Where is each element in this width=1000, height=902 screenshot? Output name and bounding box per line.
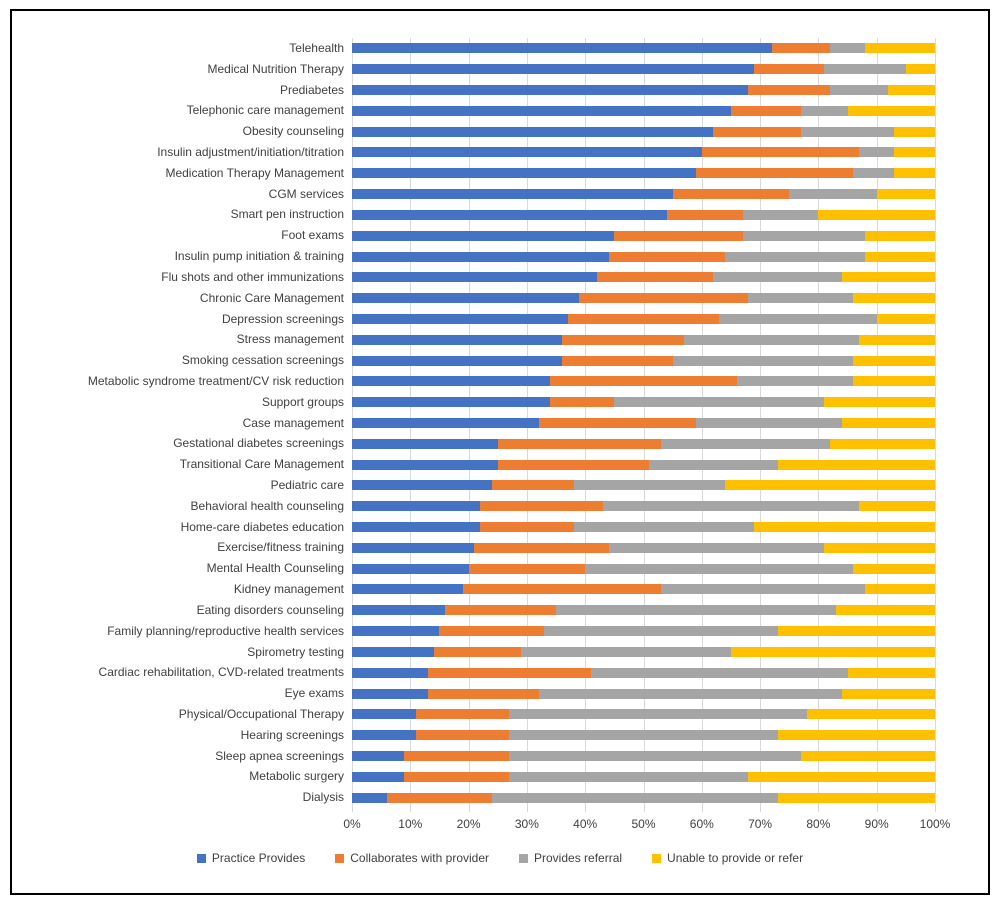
x-tick-label: 10% — [398, 817, 423, 831]
category-label: Exercise/fitness training — [217, 540, 344, 555]
bar-row — [352, 584, 935, 594]
category-label: Smoking cessation screenings — [181, 353, 344, 368]
bar-segment — [352, 730, 416, 740]
x-tick-label: 30% — [514, 817, 539, 831]
x-tick-label: 0% — [343, 817, 361, 831]
category-label: Pediatric care — [270, 478, 344, 493]
bar-row — [352, 626, 935, 636]
category-label: Cardiac rehabilitation, CVD-related treatments — [98, 665, 344, 680]
bar-segment — [865, 252, 935, 262]
bar-segment — [352, 522, 480, 532]
bar-segment — [352, 64, 754, 74]
legend-item — [197, 851, 305, 865]
bar-row — [352, 730, 935, 740]
bar-segment — [498, 439, 661, 449]
bar-segment — [550, 376, 737, 386]
bar-segment — [848, 106, 935, 116]
bar-row — [352, 252, 935, 262]
bar-row — [352, 772, 935, 782]
bar-row — [352, 751, 935, 761]
bar-segment — [352, 668, 428, 678]
category-label: Telephonic care management — [186, 103, 344, 118]
bar-segment — [352, 376, 550, 386]
bar-segment — [894, 168, 935, 178]
category-label: Flu shots and other immunizations — [161, 269, 344, 284]
bar-segment — [352, 356, 562, 366]
bar-segment — [673, 189, 790, 199]
bar-segment — [579, 293, 748, 303]
bar-segment — [778, 730, 935, 740]
figure-border — [10, 9, 990, 895]
bar-segment — [667, 210, 743, 220]
bar-segment — [748, 85, 830, 95]
bar-segment — [848, 668, 935, 678]
bar-row — [352, 668, 935, 678]
bar-segment — [772, 43, 830, 53]
legend-swatch-icon — [197, 854, 206, 863]
bar-segment — [492, 793, 778, 803]
category-label: Obesity counseling — [242, 124, 344, 139]
bar-segment — [352, 106, 731, 116]
bar-row — [352, 689, 935, 699]
bar-row — [352, 376, 935, 386]
bar-segment — [568, 314, 720, 324]
bar-segment — [649, 460, 777, 470]
bar-segment — [387, 793, 492, 803]
bar-segment — [743, 231, 865, 241]
bar-segment — [445, 605, 556, 615]
bar-segment — [801, 127, 894, 137]
plot-area — [352, 38, 935, 808]
category-label: Case management — [242, 415, 344, 430]
category-label: Stress management — [236, 332, 344, 347]
bar-segment — [853, 376, 935, 386]
bar-segment — [748, 772, 935, 782]
bar-segment — [352, 584, 463, 594]
x-tick-label: 90% — [864, 817, 889, 831]
bar-segment — [352, 647, 434, 657]
category-label: Prediabetes — [279, 82, 344, 97]
bar-segment — [754, 64, 824, 74]
category-label: CGM services — [268, 186, 344, 201]
bar-segment — [352, 147, 702, 157]
bar-segment — [352, 397, 550, 407]
bar-segment — [428, 668, 591, 678]
bar-row — [352, 43, 935, 53]
bar-segment — [434, 647, 521, 657]
legend-swatch-icon — [335, 854, 344, 863]
bar-segment — [352, 43, 772, 53]
bar-row — [352, 793, 935, 803]
category-label: Eye exams — [284, 686, 344, 701]
category-label: Spirometry testing — [247, 644, 344, 659]
bar-segment — [521, 647, 731, 657]
bar-segment — [539, 418, 696, 428]
bar-segment — [352, 85, 748, 95]
bar-segment — [824, 543, 935, 553]
bar-segment — [743, 210, 819, 220]
category-label: Sleep apnea screenings — [215, 748, 344, 763]
bar-segment — [877, 189, 935, 199]
bar-segment — [836, 605, 935, 615]
category-label: Gestational diabetes screenings — [173, 436, 344, 451]
bar-segment — [853, 168, 894, 178]
bar-segment — [352, 460, 498, 470]
category-label: Family planning/reproductive health services — [107, 623, 344, 638]
bar-segment — [469, 564, 586, 574]
bar-row — [352, 397, 935, 407]
bar-segment — [801, 751, 935, 761]
bar-segment — [562, 335, 684, 345]
bar-segment — [853, 564, 935, 574]
bar-rows — [352, 38, 935, 808]
bar-row — [352, 460, 935, 470]
bar-segment — [684, 335, 859, 345]
category-label: Behavioral health counseling — [190, 498, 344, 513]
bar-segment — [352, 501, 480, 511]
legend-swatch-icon — [652, 854, 661, 863]
bar-segment — [725, 480, 935, 490]
bar-segment — [824, 397, 935, 407]
bar-segment — [830, 439, 935, 449]
bar-segment — [352, 605, 445, 615]
bar-segment — [609, 252, 726, 262]
bar-segment — [842, 272, 935, 282]
bar-segment — [352, 189, 673, 199]
bar-segment — [888, 85, 935, 95]
category-label: Metabolic syndrome treatment/CV risk reduction — [87, 373, 344, 388]
bar-segment — [731, 106, 801, 116]
bar-row — [352, 189, 935, 199]
bar-segment — [778, 460, 935, 470]
category-label: Telehealth — [289, 41, 344, 55]
bar-row — [352, 314, 935, 324]
bar-segment — [801, 106, 848, 116]
bar-segment — [544, 626, 777, 636]
bar-segment — [439, 626, 544, 636]
category-label: Support groups — [261, 394, 344, 409]
legend-item — [652, 851, 803, 865]
bar-segment — [556, 605, 836, 615]
bar-segment — [404, 751, 509, 761]
bar-row — [352, 335, 935, 345]
bar-segment — [859, 335, 935, 345]
stacked-bar-chart — [12, 11, 988, 893]
bar-row — [352, 501, 935, 511]
bar-segment — [807, 709, 935, 719]
bar-segment — [614, 231, 742, 241]
bar-segment — [754, 522, 935, 532]
bar-segment — [725, 252, 865, 262]
bar-segment — [562, 356, 673, 366]
x-axis-labels — [343, 817, 951, 833]
bar-segment — [352, 168, 696, 178]
bar-segment — [778, 626, 935, 636]
bar-row — [352, 147, 935, 157]
category-label: Depression screenings — [221, 311, 344, 326]
bar-segment — [830, 85, 888, 95]
category-label: Medical Nutrition Therapy — [207, 61, 344, 76]
bar-row — [352, 210, 935, 220]
bar-segment — [859, 501, 935, 511]
bar-segment — [474, 543, 608, 553]
x-tick-label: 70% — [748, 817, 773, 831]
bar-row — [352, 647, 935, 657]
bar-row — [352, 64, 935, 74]
legend-label: Collaborates with provider — [350, 851, 489, 865]
bar-segment — [853, 293, 935, 303]
bar-segment — [352, 418, 539, 428]
bar-segment — [661, 584, 865, 594]
bar-segment — [713, 127, 800, 137]
bar-segment — [352, 335, 562, 345]
bar-row — [352, 272, 935, 282]
bar-segment — [865, 43, 935, 53]
bar-segment — [492, 480, 574, 490]
legend-label: Practice Provides — [211, 851, 306, 865]
legend-label: Unable to provide or refer — [667, 851, 804, 865]
bar-segment — [673, 356, 854, 366]
bar-segment — [748, 293, 853, 303]
bar-segment — [352, 543, 474, 553]
x-tick-label: 80% — [806, 817, 831, 831]
category-label: Metabolic surgery — [249, 769, 344, 784]
bar-segment — [352, 252, 609, 262]
gridline-100% — [935, 38, 936, 812]
bar-row — [352, 231, 935, 241]
category-label: Insulin pump initiation & training — [174, 249, 344, 264]
bar-segment — [352, 127, 713, 137]
bar-row — [352, 85, 935, 95]
bar-row — [352, 127, 935, 137]
bar-row — [352, 522, 935, 532]
bar-segment — [789, 189, 876, 199]
bar-segment — [539, 689, 842, 699]
bar-segment — [591, 668, 848, 678]
bar-segment — [713, 272, 841, 282]
bar-row — [352, 480, 935, 490]
bar-row — [352, 439, 935, 449]
bar-segment — [894, 147, 935, 157]
category-label: Mental Health Counseling — [206, 561, 344, 576]
bar-segment — [859, 147, 894, 157]
bar-row — [352, 605, 935, 615]
bar-segment — [352, 751, 404, 761]
x-tick-label: 60% — [689, 817, 714, 831]
category-label: Home-care diabetes education — [180, 519, 344, 534]
bar-segment — [352, 772, 404, 782]
bar-segment — [609, 543, 825, 553]
bar-segment — [509, 751, 801, 761]
bar-segment — [574, 522, 755, 532]
bar-segment — [550, 397, 614, 407]
bar-segment — [865, 584, 935, 594]
x-tick-label: 40% — [573, 817, 598, 831]
category-label: Physical/Occupational Therapy — [178, 706, 344, 721]
legend-item — [519, 851, 622, 865]
bar-segment — [731, 647, 935, 657]
bar-segment — [696, 418, 842, 428]
bar-segment — [352, 689, 428, 699]
legend — [12, 851, 988, 865]
category-label: Dialysis — [302, 790, 344, 805]
bar-segment — [509, 709, 806, 719]
bar-segment — [352, 709, 416, 719]
bar-segment — [842, 689, 935, 699]
bar-segment — [352, 293, 579, 303]
bar-segment — [428, 689, 539, 699]
category-label: Eating disorders counseling — [196, 602, 344, 617]
category-label: Foot exams — [281, 228, 344, 243]
bar-segment — [719, 314, 876, 324]
bar-segment — [352, 210, 667, 220]
bar-segment — [818, 210, 935, 220]
bar-segment — [352, 564, 469, 574]
bar-segment — [352, 314, 568, 324]
bar-segment — [480, 522, 573, 532]
bar-segment — [498, 460, 650, 470]
category-label: Insulin adjustment/initiation/titration — [157, 145, 344, 160]
bar-segment — [842, 418, 935, 428]
bar-segment — [509, 730, 777, 740]
bar-segment — [463, 584, 661, 594]
bar-segment — [865, 231, 935, 241]
bar-row — [352, 293, 935, 303]
bar-row — [352, 709, 935, 719]
bar-segment — [824, 64, 906, 74]
x-tick-label: 50% — [631, 817, 656, 831]
bar-segment — [352, 480, 492, 490]
bar-segment — [352, 231, 614, 241]
bar-segment — [416, 730, 509, 740]
bar-segment — [778, 793, 935, 803]
x-tick-label: 100% — [919, 817, 951, 831]
bar-segment — [480, 501, 602, 511]
bar-segment — [894, 127, 935, 137]
bar-segment — [352, 272, 597, 282]
bar-segment — [906, 64, 935, 74]
bar-segment — [737, 376, 854, 386]
bar-segment — [352, 439, 498, 449]
bar-row — [352, 418, 935, 428]
legend-label: Provides referral — [534, 851, 623, 865]
bar-segment — [702, 147, 859, 157]
legend-swatch-icon — [519, 854, 528, 863]
bar-row — [352, 543, 935, 553]
bar-segment — [830, 43, 865, 53]
bar-row — [352, 356, 935, 366]
category-label: Kidney management — [233, 582, 344, 597]
bar-segment — [614, 397, 824, 407]
bar-segment — [574, 480, 726, 490]
bar-segment — [853, 356, 935, 366]
bar-segment — [352, 793, 387, 803]
bar-segment — [404, 772, 509, 782]
bar-segment — [416, 709, 509, 719]
x-tick-label: 20% — [456, 817, 481, 831]
bar-segment — [661, 439, 830, 449]
category-label: Hearing screenings — [240, 727, 344, 742]
bar-segment — [585, 564, 853, 574]
category-label: Smart pen instruction — [230, 207, 344, 222]
bar-segment — [352, 626, 439, 636]
category-label: Medication Therapy Management — [165, 165, 344, 180]
bar-row — [352, 168, 935, 178]
bar-segment — [603, 501, 860, 511]
bar-segment — [597, 272, 714, 282]
bar-segment — [509, 772, 748, 782]
bar-segment — [696, 168, 853, 178]
bar-segment — [877, 314, 935, 324]
bar-row — [352, 106, 935, 116]
category-label: Transitional Care Management — [179, 457, 344, 472]
bar-row — [352, 564, 935, 574]
legend-item — [335, 851, 489, 865]
category-label: Chronic Care Management — [199, 290, 344, 305]
